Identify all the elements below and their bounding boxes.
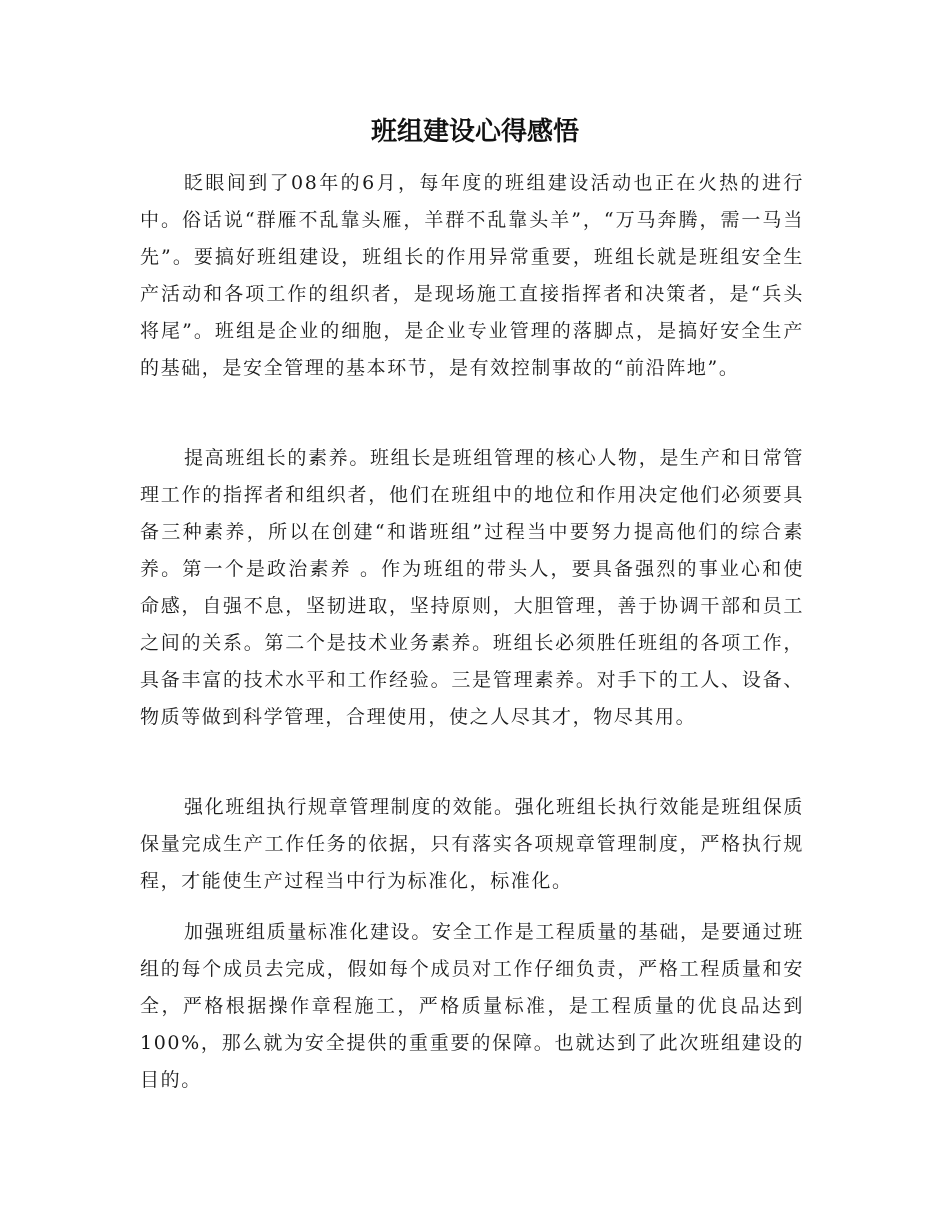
document-title: 班组建设心得感悟 xyxy=(370,117,579,147)
paragraph-1: 眨眼间到了08年的6月，每年度的班组建设活动也正在火热的进行中。俗话说“群雁不乱靠头雁，羊群不乱靠头羊”，“万马奔腾，需一马当先”。要搞好班组建设，班组长的作用异常重要，班组长就是班组安全生产活动和各项工作的组织者，是现场施工直接指挥者和决策者，是“兵头将尾”。班组是企业的细胞，是企业专业管理的落脚点，是搞好安全生产的基础，是安全管理的基本环节，是有效控制事故的“前沿阵地”。 xyxy=(140,172,804,379)
paragraph-3: 强化班组执行规章管理制度的效能。强化班组长执行效能是班组保质保量完成生产工作任务的依据，只有落实各项规章管理制度，严格执行规程，才能使生产过程当中行为标准化，标准化。 xyxy=(140,796,804,892)
paragraph-4: 加强班组质量标准化建设。安全工作是工程质量的基础，是要通过班组的每个成员去完成，假如每个成员对工作仔细负责，严格工程质量和安全，严格根据操作章程施工，严格质量标准，是工程质量的优良品达到100%，那么就为安全提供的重重要的保障。也就达到了此次班组建设的目的。 xyxy=(140,921,804,1091)
paragraph-2: 提高班组长的素养。班组长是班组管理的核心人物，是生产和日常管理工作的指挥者和组织者，他们在班组中的地位和作用决定他们必须要具备三种素养，所以在创建“和谐班组”过程当中要努力提高他们的综合素养。第一个是政治素养 。作为班组的带头人，要具备强烈的事业心和使命感，自强不息，坚韧进取，坚持原则，大胆管理，善于协调干部和员工之间的关系。第二个是技术业务素养。班组长必须胜任班组的各项工作，具备丰富的技术水平和工作经验。三是管理素养。对手下的工人、设备、物质等做到科学管理，合理使用，使之人尽其才，物尽其用。 xyxy=(140,447,804,728)
